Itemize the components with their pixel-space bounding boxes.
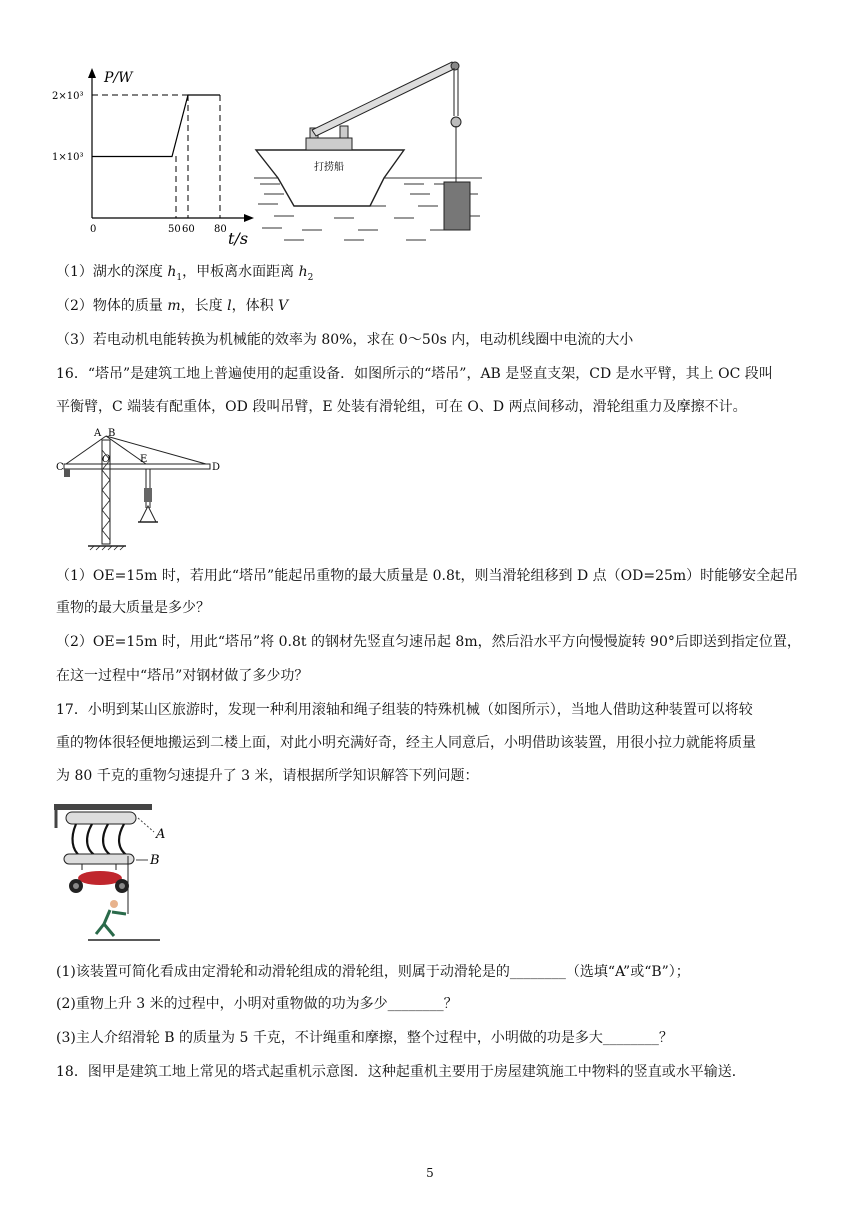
ceiling-beam (54, 804, 152, 810)
crane-base (306, 138, 352, 150)
top-roller (66, 812, 136, 824)
x-tick-50: 50 (168, 224, 181, 235)
ship-hull (256, 150, 404, 206)
q15-sub1: （1）湖水的深度 $h_1$，甲板离水面距离 $h_2$ (56, 264, 314, 283)
boat-label: 打捞船 (314, 162, 344, 173)
label-O: O (102, 454, 111, 465)
q15-sub2: （2）物体的质量 m，长度 l，体积 V (56, 298, 289, 314)
q16-sub1-line1: （1）OE=15m 时，若用此“塔吊”能起吊重物的最大质量是 0.8t，则当滑轮组移到 D 点（OD=25m）时能够安全起吊 (56, 568, 799, 584)
crane-boom (312, 62, 456, 136)
q17-sub2: (2)重物上升 3 米的过程中，小明对重物做的功为多少________？ (56, 996, 458, 1012)
q17-sub1: (1)该装置可简化看成由定滑轮和动滑轮组成的滑轮组，则属于动滑轮是的________（选填“A”或“B”）； (56, 964, 690, 980)
x-tick-0: 0 (90, 224, 97, 235)
q16-sub2-line1: （2）OE=15m 时，用此“塔吊”将 0.8t 的钢材先竖直匀速吊起 8m，然后沿水平方向慢慢旋转 90°后即送到指定位置， (56, 634, 801, 650)
q16-sub2-line2: 在这一过程中“塔吊”对钢材做了多少功？ (56, 668, 309, 684)
hook-pulley (451, 117, 461, 127)
counterweight (64, 469, 70, 477)
power-time-graph (52, 60, 258, 250)
submerged-object (444, 182, 470, 230)
running-person (96, 900, 126, 936)
q16-sub1-line2: 重物的最大质量是多少？ (56, 600, 210, 616)
load-sling (140, 506, 156, 522)
q16-line2: 平衡臂，C 端装有配重体，OD 段叫吊臂，E 处装有滑轮组，可在 O、D 两点间移动，滑轮组重力及摩擦不计。 (56, 399, 747, 415)
q17-line1: 17．小明到某山区旅游时，发现一种利用滚轴和绳子组装的特殊机械（如图所示），当地人借助这种装置可以将较 (56, 702, 753, 718)
salvage-ship-figure (254, 56, 482, 246)
label-B: B (150, 853, 160, 868)
label-A: A (94, 428, 102, 439)
tower-crane-figure (56, 426, 222, 554)
horizontal-arm (64, 464, 210, 469)
x-tick-60: 60 (182, 224, 195, 235)
x-tick-80: 80 (214, 224, 227, 235)
label-B: B (108, 428, 116, 439)
q17-sub3: (3)主人介绍滑轮 B 的质量为 5 千克，不计绳重和摩擦，整个过程中，小明做的功是多大________？ (56, 1030, 673, 1046)
y-tick-2e3: 2×10³ (52, 91, 84, 102)
motorcycle (69, 871, 129, 893)
x-axis-label: t/s (228, 229, 249, 248)
q16-line1: 16．“塔吊”是建筑工地上普遍使用的起重设备．如图所示的“塔吊”，AB 是竖直支架，CD 是水平臂，其上 OC 段叫 (56, 366, 773, 382)
y-axis-label: P/W (104, 70, 133, 86)
roller-pulley-figure (52, 798, 176, 944)
label-C: C (56, 462, 64, 473)
page-number: 5 (426, 1166, 434, 1180)
q17-line2: 重的物体很轻便地搬运到二楼上面，对此小明充满好奇，经主人同意后，小明借助该装置，用很小拉力就能将质量 (56, 735, 756, 751)
label-D: D (212, 462, 221, 473)
bottom-roller (64, 854, 134, 864)
x-axis-arrow (244, 214, 254, 222)
q17-line3: 为 80 千克的重物匀速提升了 3 米，请根据所学知识解答下列问题： (56, 768, 479, 784)
hook-block (144, 488, 152, 502)
q18-line1: 18．图甲是建筑工地上常见的塔式起重机示意图．这种起重机主要用于房屋建筑施工中物料的竖直或水平输送． (56, 1064, 746, 1080)
y-axis-arrow (88, 68, 96, 78)
q15-sub3: （3）若电动机电能转换为机械能的效率为 80%，求在 0～50s 内，电动机线圈中电流的大小 (56, 332, 634, 348)
label-A: A (156, 827, 166, 842)
label-E: E (140, 454, 148, 465)
power-curve (92, 95, 220, 157)
y-tick-1e3: 1×10³ (52, 152, 84, 163)
